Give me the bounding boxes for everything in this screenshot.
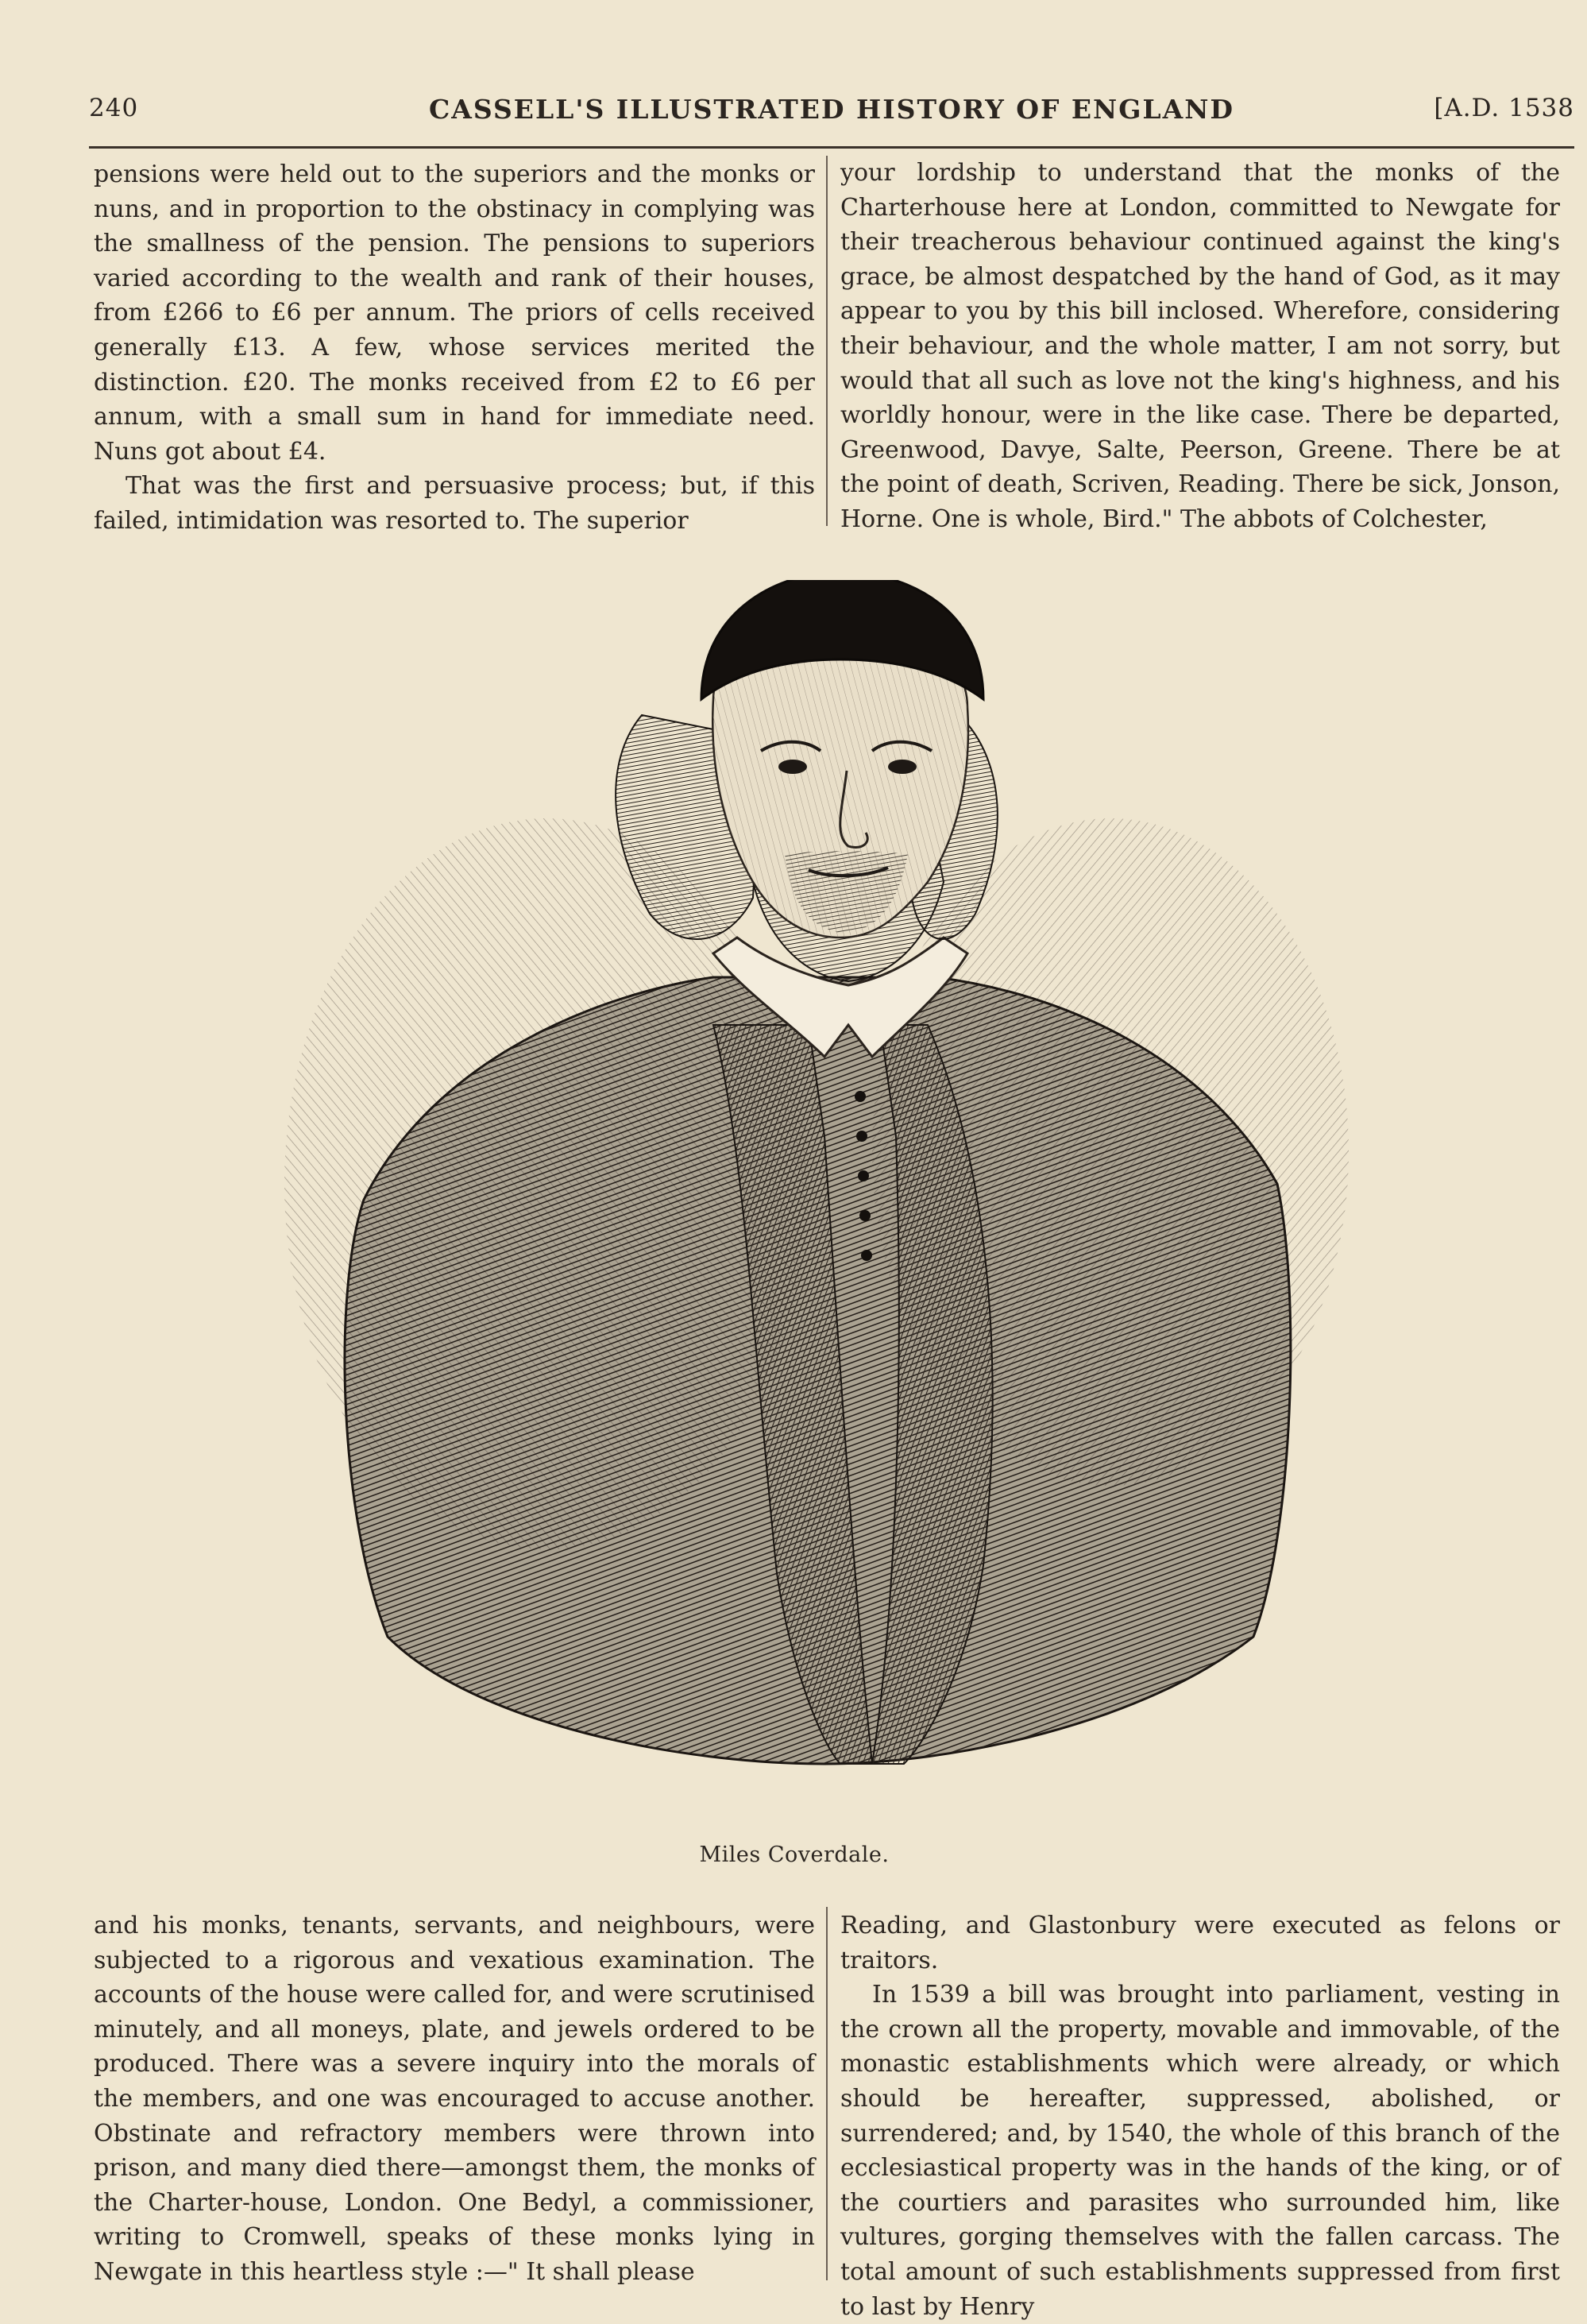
column-divider-top [826, 156, 828, 526]
column-top-right [840, 156, 1560, 537]
paragraph: Reading, and Glastonbury were executed as felons or traitors. [840, 1912, 1560, 1974]
running-date: [A.D. 1538 [1434, 94, 1574, 122]
column-bottom-right [840, 1908, 1560, 2324]
portrait-engraving [268, 580, 1373, 1835]
header-rule [89, 146, 1574, 149]
paragraph: In 1539 a bill was brought into parliament, vesting in the crown all the property, movable and immovable, of the monastic establishments which were already, or which should be hereafter, suppressed, abolished, or surrendered; and, by 1540, the whole of this branch of the ecclesiastical property was in the hands of the king, or of the courtiers and parasites who surrounded him, like vultures, gorging themselves with the fallen carcass. The total amount of such establishments suppressed from first to last by Henry [840, 1981, 1560, 2321]
column-divider-bottom [826, 1907, 828, 2280]
paragraph: and his monks, tenants, servants, and neighbours, were subjected to a rigorous and vexatious examination. The accounts of the house were called for, and were scrutinised minutely, and all moneys, plate, and jewels ordered to be produced. There was a severe inquiry into the morals of the members, and one was encouraged to accuse another. Obstinate and refractory members were thrown into prison, and many died there—amongst them, the monks of the Charter-house, London. One Bedyl, a commissioner, writing to Cromwell, speaks of these monks lying in Newgate in this heartless style :—" It shall please [94, 1912, 815, 2286]
column-bottom-left [94, 1908, 815, 2290]
paragraph: pensions were held out to the superiors and the monks or nuns, and in proportion to the obstinacy in complying was the smallness of the pension. The pensions to superiors varied according to the wealth and rank of their houses, from £266 to £6 per annum. The priors of cells received generally £13. A few, whose services merited the distinction. £20. The monks received from £2 to £6 per annum, with a small sum in hand for immediate need. Nuns got about £4. [94, 160, 815, 466]
paragraph: That was the first and persuasive process; but, if this failed, intimidation was resorted to. The superior [94, 472, 815, 535]
page-number: 240 [89, 94, 139, 122]
column-top-left [94, 157, 815, 539]
running-head [89, 94, 1574, 141]
running-title: CASSELL'S ILLUSTRATED HISTORY OF ENGLAND [429, 94, 1234, 125]
figure-caption: Miles Coverdale. [699, 1843, 890, 1867]
paragraph: your lordship to understand that the monks of the Charterhouse here at London, committed to Newgate for their treacherous behaviour continued against the king's grace, be almost despatched by the hand of God, as it may appear to you by this bill inclosed. Wherefore, considering their behaviour, and the whole matter, I am not sorry, but would that all such as love not the king's highness, and his worldly honour, were in the like case. There be departed, Greenwood, Davye, Salte, Peerson, Greene. There be at the point of death, Scriven, Reading. There be sick, Jonson, Horne. One is whole, Bird." The abbots of Colchester, [840, 159, 1560, 533]
